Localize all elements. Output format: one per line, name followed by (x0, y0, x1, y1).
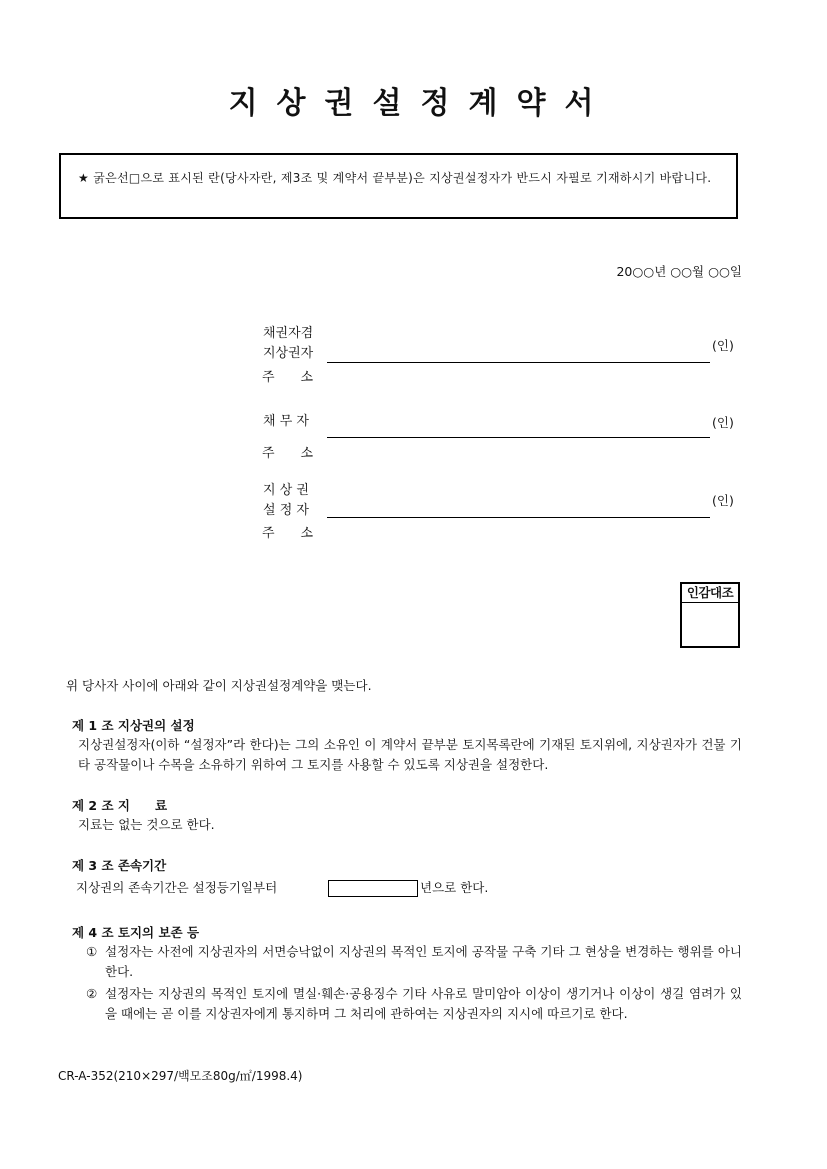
form-code-footer: CR-A-352(210×297/백모조80g/㎡/1998.4) (58, 1069, 303, 1083)
item-text: 설정자는 사전에 지상권자의 서면승낙없이 지상권의 목적인 토지에 공작물 구축 기타 그 현상을 변경하는 행위를 아니한다. (105, 944, 742, 979)
article-3-body-before: 지상권의 존속기간은 설정등기일부터 (76, 880, 278, 895)
article-4-item-2 (86, 984, 742, 1024)
article-2-body: 지료는 없는 것으로 한다. (78, 817, 215, 832)
document-title: 지상권설정계약서 (228, 86, 613, 121)
setter-label: 지 상 권 설 정 자 (263, 483, 309, 518)
debtor-label: 채 무 자 (263, 414, 309, 429)
debtor-seal: (인) (712, 415, 734, 430)
creditor-label: 채권자겸 지상권자 (263, 326, 314, 361)
article-1-body: 지상권설정자(이하 “설정자”라 한다)는 그의 소유인 이 계약서 끝부분 토지목록란에 기재된 토지위에, 지상권자가 건물 기타 공작물이나 수목을 소유하기 위하여 그 토지를 사용할 수 있도록 지상권을 설정한다. (78, 737, 742, 772)
debtor-address-label: 주 소 (262, 446, 314, 461)
notice-box: ★ 굵은선□으로 표시된 란(당사자란, 제3조 및 계약서 끝부분)은 지상권설정자가 반드시 자필로 기재하시기 바랍니다. (59, 153, 738, 219)
setter-seal: (인) (712, 493, 734, 508)
item-number: ② (86, 986, 98, 1001)
article-4-item-1 (86, 942, 742, 982)
article-2-heading: 제 2 조 지 료 (72, 798, 168, 813)
article-4-heading: 제 4 조 토지의 보존 등 (72, 925, 200, 940)
setter-address-label: 주 소 (262, 526, 314, 541)
duration-years-input[interactable] (328, 880, 418, 897)
item-text: 설정자는 지상권의 목적인 토지에 멸실·훼손·공용징수 기타 사유로 말미암아 이상이 생기거나 이상이 생길 염려가 있을 때에는 곧 이를 지상권자에게 통지하며 그 처리에 관하여는 지상권자의 지시에 따르기로 한다. (105, 986, 742, 1021)
seal-comparison-box (680, 582, 740, 648)
creditor-seal: (인) (712, 338, 734, 353)
creditor-address-label: 주 소 (262, 370, 314, 385)
article-3-heading: 제 3 조 존속기간 (72, 858, 167, 873)
item-number: ① (86, 944, 98, 959)
creditor-signature-line[interactable] (327, 362, 710, 363)
contract-date: 20○○년 ○○월 ○○일 (616, 264, 742, 279)
seal-comparison-label: 인감대조 (682, 584, 738, 603)
intro-text: 위 당사자 사이에 아래와 같이 지상권설정계약을 맺는다. (66, 678, 372, 693)
debtor-signature-line[interactable] (327, 437, 710, 438)
article-3-body-after: 년으로 한다. (420, 880, 489, 895)
setter-signature-line[interactable] (327, 517, 710, 518)
article-1-heading: 제 1 조 지상권의 설정 (72, 718, 195, 733)
